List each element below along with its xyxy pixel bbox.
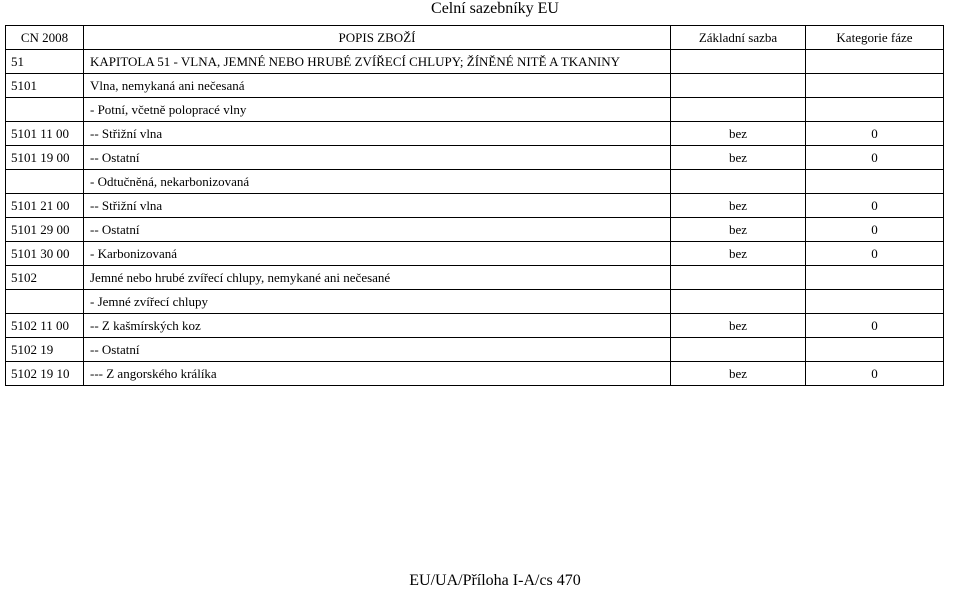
base-rate-cell (671, 98, 806, 122)
description-cell: Vlna, nemykaná ani nečesaná (84, 74, 671, 98)
category-cell: 0 (806, 314, 944, 338)
cn-code-cell: 51 (6, 50, 84, 74)
table-row (6, 146, 944, 170)
category-cell (806, 50, 944, 74)
cn-code-cell: 5101 21 00 (6, 194, 84, 218)
base-rate-cell: bez (671, 146, 806, 170)
description-cell: - Potní, včetně polopracé vlny (84, 98, 671, 122)
table-row (6, 170, 944, 194)
base-rate-cell (671, 338, 806, 362)
table-row (6, 290, 944, 314)
description-cell: - Odtučněná, nekarbonizovaná (84, 170, 671, 194)
table-row (6, 242, 944, 266)
category-cell: 0 (806, 218, 944, 242)
description-cell: -- Střižní vlna (84, 122, 671, 146)
base-rate-cell: bez (671, 362, 806, 386)
category-cell: 0 (806, 194, 944, 218)
table-row (6, 122, 944, 146)
column-header-category: Kategorie fáze (806, 26, 944, 50)
category-cell: 0 (806, 242, 944, 266)
base-rate-cell (671, 74, 806, 98)
category-cell (806, 170, 944, 194)
category-cell (806, 290, 944, 314)
category-cell: 0 (806, 122, 944, 146)
cn-code-cell: 5101 (6, 74, 84, 98)
cn-code-cell (6, 290, 84, 314)
base-rate-cell (671, 50, 806, 74)
description-cell: -- Střižní vlna (84, 194, 671, 218)
table-row (6, 338, 944, 362)
description-cell: - Jemné zvířecí chlupy (84, 290, 671, 314)
base-rate-cell: bez (671, 242, 806, 266)
table-row (6, 98, 944, 122)
page-title: Celní sazebníky EU (431, 0, 559, 17)
table-row (6, 218, 944, 242)
table-row (6, 50, 944, 74)
cn-code-cell: 5101 11 00 (6, 122, 84, 146)
cn-code-cell: 5101 30 00 (6, 242, 84, 266)
cn-code-cell: 5102 19 (6, 338, 84, 362)
description-cell: Jemné nebo hrubé zvířecí chlupy, nemykané ani nečesané (84, 266, 671, 290)
table-body (6, 50, 944, 386)
base-rate-cell: bez (671, 314, 806, 338)
base-rate-cell (671, 266, 806, 290)
cn-code-cell: 5102 (6, 266, 84, 290)
category-cell (806, 98, 944, 122)
page-footer-reference: EU/UA/Příloha I-A/cs 470 (409, 572, 581, 589)
category-cell: 0 (806, 146, 944, 170)
description-cell: -- Ostatní (84, 218, 671, 242)
cn-code-cell: 5102 11 00 (6, 314, 84, 338)
base-rate-cell: bez (671, 194, 806, 218)
column-header-code: CN 2008 (6, 26, 84, 50)
description-cell: --- Z angorského králíka (84, 362, 671, 386)
table-row (6, 74, 944, 98)
description-cell: - Karbonizovaná (84, 242, 671, 266)
cn-code-cell: 5101 19 00 (6, 146, 84, 170)
column-header-base-rate: Základní sazba (671, 26, 806, 50)
category-cell (806, 74, 944, 98)
table-row (6, 362, 944, 386)
table-row (6, 266, 944, 290)
base-rate-cell: bez (671, 122, 806, 146)
category-cell (806, 338, 944, 362)
base-rate-cell (671, 170, 806, 194)
description-cell: -- Ostatní (84, 146, 671, 170)
category-cell: 0 (806, 362, 944, 386)
column-header-description: POPIS ZBOŽÍ (84, 26, 671, 50)
cn-code-cell: 5101 29 00 (6, 218, 84, 242)
base-rate-cell: bez (671, 218, 806, 242)
description-cell: KAPITOLA 51 - VLNA, JEMNÉ NEBO HRUBÉ ZVÍŘECÍ CHLUPY; ŽÍNĚNÉ NITĚ A TKANINY (84, 50, 671, 74)
cn-code-cell (6, 170, 84, 194)
description-cell: -- Z kašmírských koz (84, 314, 671, 338)
table-row (6, 194, 944, 218)
tariff-table (5, 25, 944, 386)
cn-code-cell: 5102 19 10 (6, 362, 84, 386)
table-row (6, 314, 944, 338)
cn-code-cell (6, 98, 84, 122)
base-rate-cell (671, 290, 806, 314)
table-header-row (6, 26, 944, 50)
description-cell: -- Ostatní (84, 338, 671, 362)
category-cell (806, 266, 944, 290)
